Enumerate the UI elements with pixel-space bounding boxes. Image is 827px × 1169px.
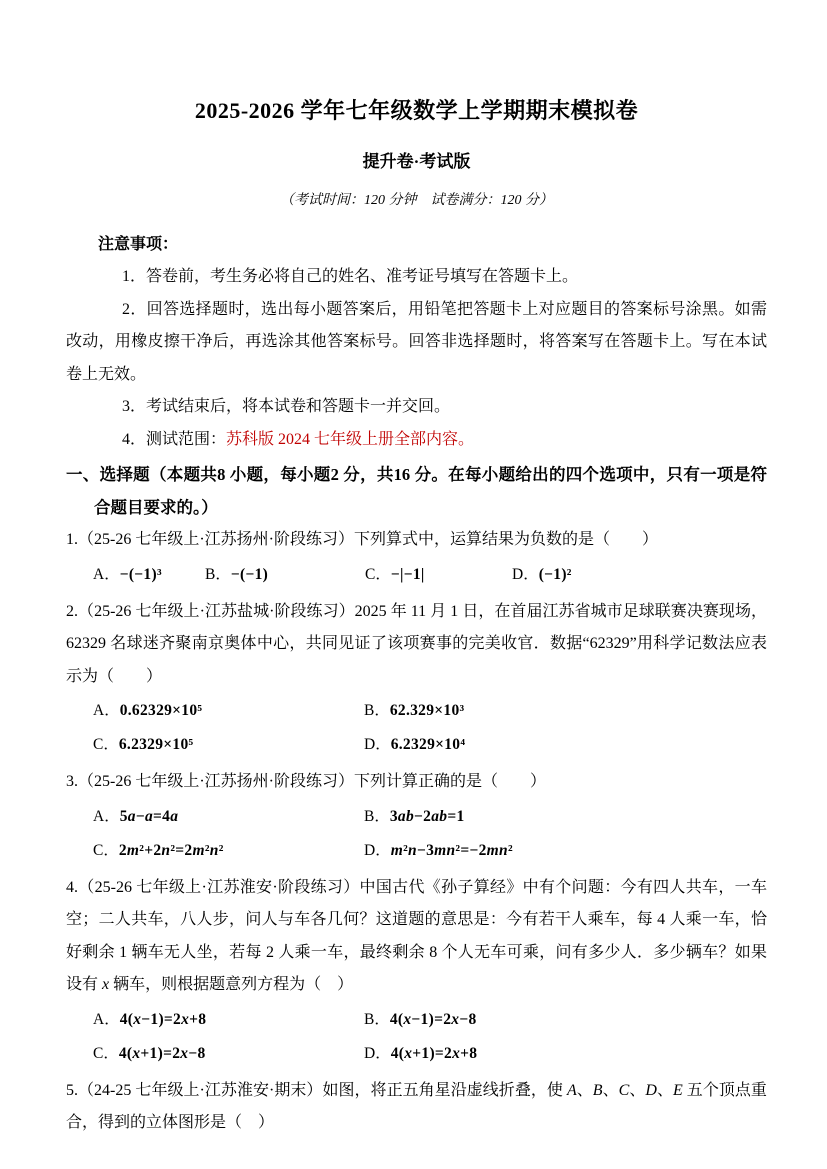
option-3c-formula: 2m²+2n²=2m²n²	[118, 841, 224, 859]
question-1-number: 1.	[66, 531, 78, 548]
option-2b-label: B．	[364, 702, 390, 719]
question-4-number: 4.	[66, 878, 78, 896]
question-5	[66, 1075, 767, 1140]
question-1-text: （25-26 七年级上·江苏扬州·阶段练习）下列算式中，运算结果为负数的是（ ）	[78, 531, 658, 548]
test-scope-highlight: 苏科版 2024 七年级上册全部内容。	[226, 430, 475, 448]
option-2a	[93, 696, 364, 726]
option-1c-label: C．	[365, 565, 391, 583]
notice-section	[66, 229, 767, 456]
option-1a-formula: −(−1)³	[119, 565, 162, 583]
option-4a-label: A．	[93, 1010, 120, 1028]
option-3b-formula: 3ab−2ab=1	[389, 807, 465, 825]
option-1c	[365, 560, 512, 590]
option-2c-formula: 6.2329×10⁵	[118, 736, 194, 753]
page-title: 2025-2026 学年七年级数学上学期期末模拟卷	[194, 98, 639, 123]
option-4b	[364, 1005, 477, 1035]
notice-item-1: 1．答卷前，考生务必将自己的姓名、准考证号填写在答题卡上。	[122, 268, 579, 285]
option-3a-label: A．	[93, 807, 120, 825]
question-3-text: （25-26 七年级上·江苏扬州·阶段练习）下列计算正确的是（ ）	[78, 773, 546, 790]
option-3c-label: C．	[93, 841, 119, 859]
option-4c-formula: 4(x+1)=2x−8	[118, 1044, 206, 1062]
question-5-number: 5.	[66, 1081, 78, 1099]
question-3	[66, 766, 767, 866]
question-1-options	[66, 560, 767, 590]
question-3-stem	[66, 766, 767, 799]
option-4c	[93, 1039, 364, 1069]
option-2c	[93, 730, 364, 760]
question-2-options-row-1	[66, 696, 767, 726]
notice-item-2: 2．回答选择题时，选出每小题答案后，用铅笔把答题卡上对应题目的答案标号涂黑。如需改动，用橡皮擦干净后，再选涂其他答案标号。回答非选择题时，将答案写在答题卡上。写在本试卷上无效。	[66, 300, 767, 383]
paper-subtitle: 提升卷·考试版	[362, 152, 471, 171]
exam-info-line: （考试时间：120 分钟 试卷满分：120 分）	[280, 193, 553, 208]
option-2b-formula: 62.329×10³	[389, 702, 465, 719]
question-3-options-row-2	[66, 836, 767, 866]
question-2-number: 2.	[66, 602, 78, 620]
option-3a-formula: 5a−a=4a	[119, 807, 179, 825]
option-4b-label: B．	[364, 1010, 390, 1028]
question-4-stem	[66, 872, 767, 1002]
question-5-stem	[66, 1075, 767, 1140]
question-2-options-row-2	[66, 730, 767, 760]
option-1a	[93, 560, 205, 590]
option-1c-formula: −|−1|	[390, 565, 425, 583]
option-2b	[364, 696, 464, 726]
option-4c-label: C．	[93, 1044, 119, 1062]
option-1d	[512, 560, 572, 590]
option-1b-formula: −(−1)	[230, 565, 269, 583]
option-3a	[93, 802, 364, 832]
option-1d-label: D．	[512, 565, 539, 583]
option-2a-formula: 0.62329×10⁵	[119, 702, 203, 719]
section-1-heading: 一、选择题（本题共8 小题，每小题2 分，共16 分。在每小题给出的四个选项中，只有一项是符合题目要求的。）	[66, 465, 767, 517]
option-1a-label: A．	[93, 565, 120, 583]
question-1	[66, 524, 767, 590]
question-4-options-row-2	[66, 1039, 767, 1069]
question-3-number: 3.	[66, 773, 78, 790]
question-3-options-row-1	[66, 802, 767, 832]
question-4-options-row-1	[66, 1005, 767, 1035]
notice-item-3: 3．考试结束后，将本试卷和答题卡一并交回。	[122, 398, 451, 415]
option-3c	[93, 836, 364, 866]
option-3d-label: D．	[364, 841, 391, 859]
question-2	[66, 596, 767, 761]
option-3d-formula: m²n−3mn²=−2mn²	[390, 841, 513, 859]
question-2-stem	[66, 596, 767, 694]
option-1b	[205, 560, 365, 590]
notice-item-4-prefix: 4．测试范围：	[122, 430, 227, 448]
notice-item-4	[66, 424, 767, 457]
option-4a-formula: 4(x−1)=2x+8	[119, 1010, 207, 1028]
question-5-text: （24-25 七年级上·江苏淮安·期末）如图，将正五角星沿虚线折叠，使 A、B、C、D、E 五个顶点重合，得到的立体图形是（ ）	[66, 1081, 767, 1131]
question-1-stem	[66, 524, 767, 557]
question-4	[66, 872, 767, 1069]
option-4b-formula: 4(x−1)=2x−8	[389, 1010, 477, 1028]
option-1b-label: B．	[205, 565, 231, 583]
question-2-text: （25-26 七年级上·江苏盐城·阶段练习）2025 年 11 月 1 日，在首届江苏省城市足球联赛决赛现场，62329 名球迷齐聚南京奥体中心，共同见证了该项赛事的完美收官．数据“62329”用科学记数法应表示为（ ）	[66, 602, 767, 685]
option-2a-label: A．	[93, 702, 120, 719]
option-3b	[364, 802, 465, 832]
option-4d-label: D．	[364, 1044, 391, 1062]
option-3d	[364, 836, 513, 866]
option-4d	[364, 1039, 477, 1069]
option-1d-formula: (−1)²	[538, 565, 572, 583]
option-2c-label: C．	[93, 736, 119, 753]
option-2d-formula: 6.2329×10⁴	[390, 736, 466, 753]
option-2d-label: D．	[364, 736, 391, 753]
option-4d-formula: 4(x+1)=2x+8	[390, 1044, 478, 1062]
notice-heading: 注意事项：	[98, 236, 179, 253]
option-2d	[364, 730, 465, 760]
question-4-text: （25-26 七年级上·江苏淮安·阶段练习）中国古代《孙子算经》中有个问题：今有四人共车，一车空；二人共车，八人步，问人与车各几何？这道题的意思是：今有若干人乘车，每 4 人乘一车，恰好剩余 1 辆车无人坐，若每 2 人乘一车，最终剩余 8 个人无车可乘，问有多少人．多少辆车？如果设有 x 辆车，则根据题意列方程为（ ）	[66, 878, 767, 993]
option-3b-label: B．	[364, 807, 390, 825]
option-4a	[93, 1005, 364, 1035]
